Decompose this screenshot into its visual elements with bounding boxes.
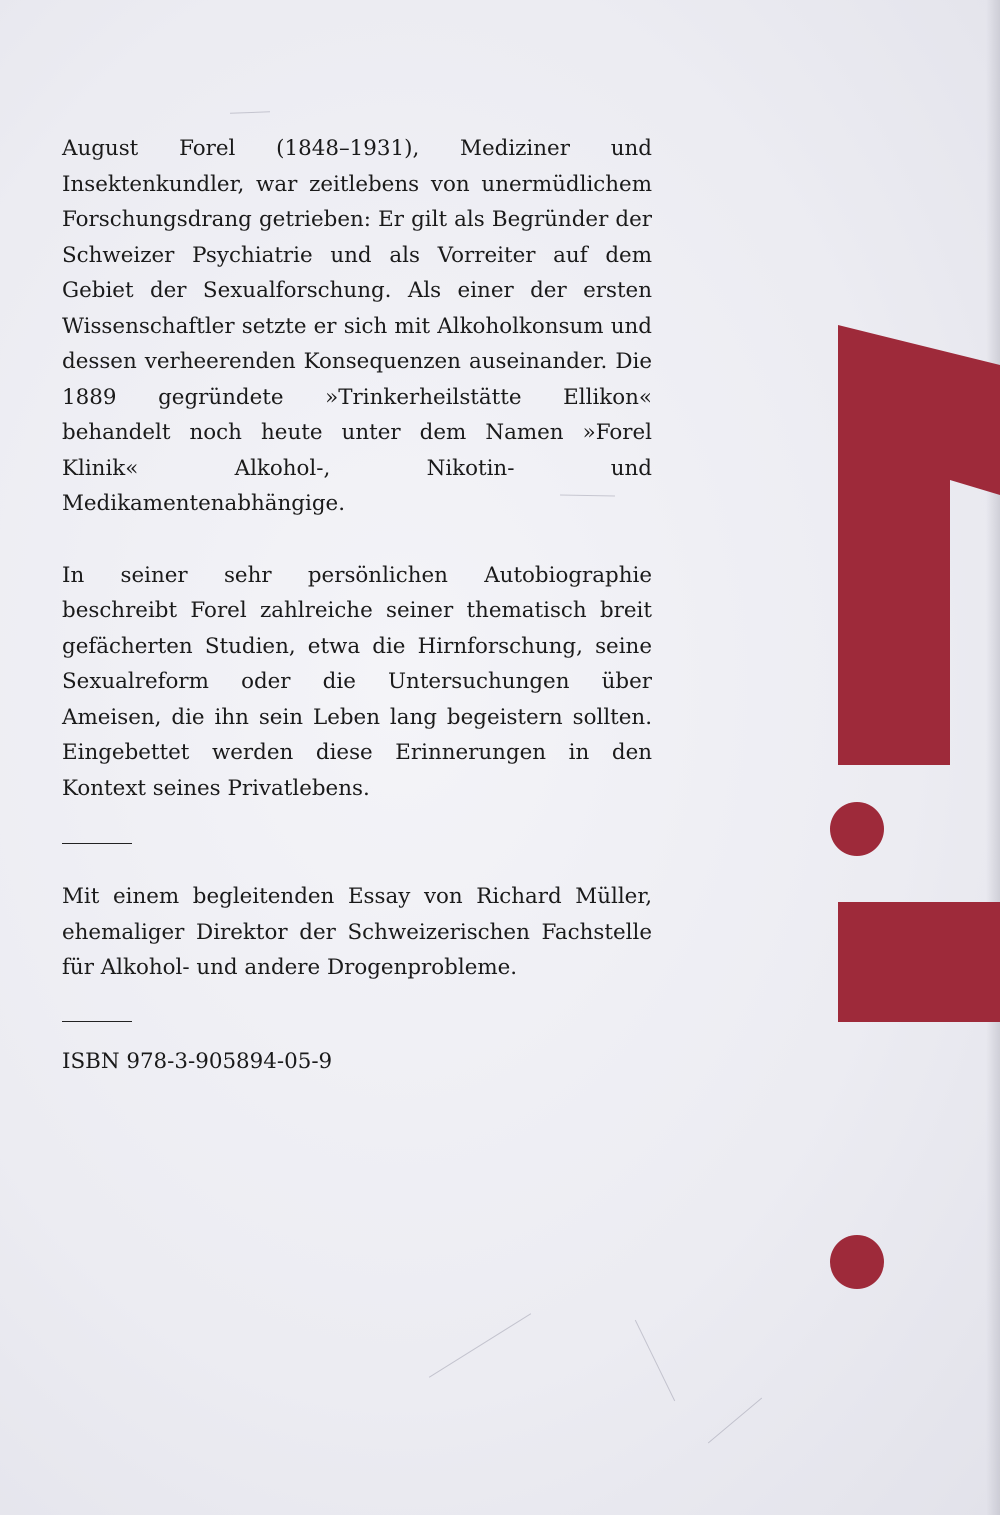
logo-dot-lower	[830, 1235, 884, 1289]
publisher-logo	[830, 320, 1000, 1320]
blurb-paragraph-essay: Mit einem begleitenden Essay von Richard Müller, ehemaliger Direktor der Schweizerischen Fachstelle für Alkohol- und andere Drogenprobleme.	[62, 884, 652, 980]
divider-rule	[62, 1021, 132, 1022]
paper-scuff	[635, 1320, 675, 1401]
logo-bar	[838, 902, 1000, 1022]
paper-scuff	[230, 111, 270, 113]
paper-scuff	[708, 1398, 762, 1444]
logo-dot-upper	[830, 802, 884, 856]
divider-rule	[62, 843, 132, 844]
paper-scuff	[429, 1313, 531, 1377]
blurb-paragraph-content: In seiner sehr persönlichen Autobiographie beschreibt Forel zahlreiche seiner thematisch breit gefächerten Studien, etwa die Hirnforschung, seine Sexualreform oder die Untersuchungen über Ameisen, die ihn sein Leben lang begeistern sollten. Eingebettet werden diese Erinnerungen in den Kontext seines Privatlebens.	[62, 562, 652, 801]
isbn-number: ISBN 978-3-905894-05-9	[62, 1048, 333, 1074]
logo-chevron-shape	[838, 325, 1000, 765]
blurb-paragraph-author: August Forel (1848–1931), Mediziner und Insektenkundler, war zeitlebens von unermüdlichem Forschungsdrang getrieben: Er gilt als Begründer der Schweizer Psychiatrie und als Vorreiter auf dem Gebiet der Sexualforschung. Als einer der ersten Wissenschaftler setzte er sich mit Alkoholkonsum und dessen verheerenden Konsequenzen auseinander. Die 1889 gegründete »Trinkerheilstätte Ellikon« behandelt noch heute unter dem Namen »Forel Klinik« Alkohol-, Nikotin- und Medikamentenabhängige.	[62, 136, 652, 516]
blurb-text	[62, 131, 652, 1079]
